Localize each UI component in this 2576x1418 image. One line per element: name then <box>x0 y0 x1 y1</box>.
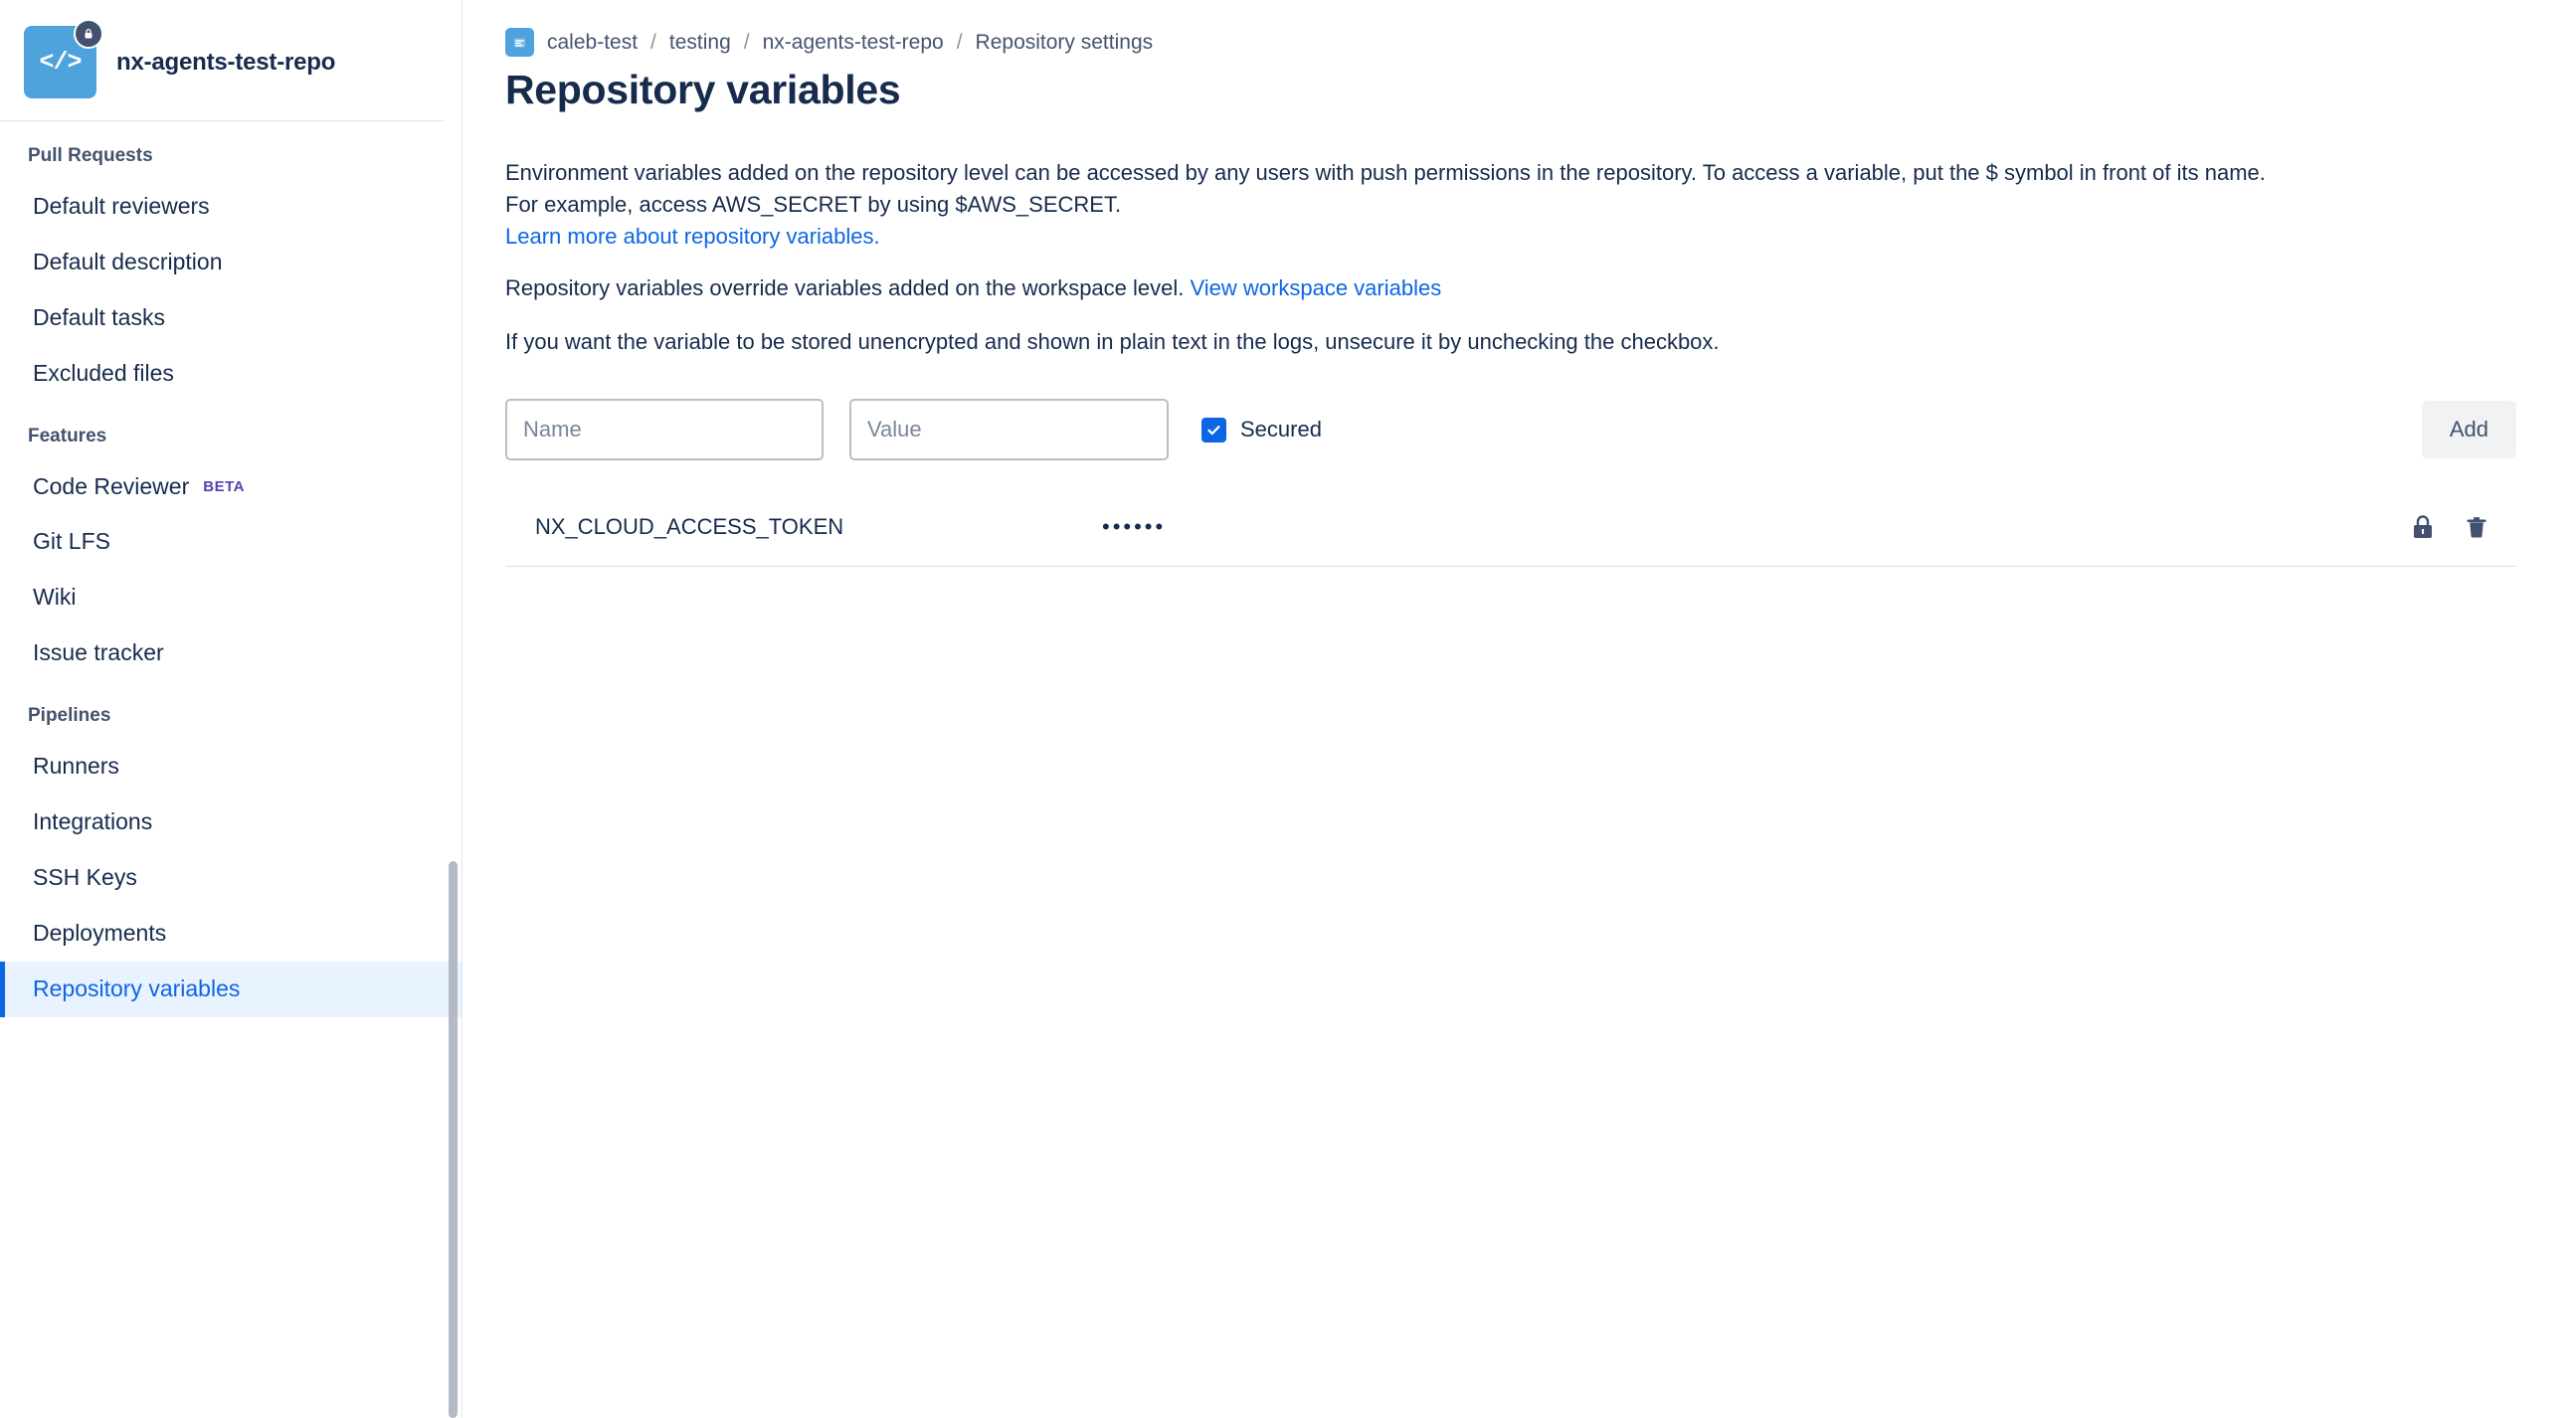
sidebar-item-runners[interactable] <box>0 739 461 795</box>
breadcrumb-item-workspace[interactable]: caleb-test <box>547 30 639 54</box>
sidebar-item-label: Default description <box>33 248 223 274</box>
main-content <box>462 0 2576 1418</box>
sidebar-section-features: Features <box>28 425 107 446</box>
variables-table <box>505 498 2516 567</box>
variable-value-cell: •••••• <box>1102 514 1167 540</box>
lock-icon <box>74 19 103 49</box>
secured-checkbox[interactable] <box>1201 418 1226 443</box>
page-title: Repository variables <box>505 67 901 112</box>
repo-name: nx-agents-test-repo <box>116 48 336 76</box>
sidebar-item-label: Runners <box>33 753 119 780</box>
sidebar-item-label: Default reviewers <box>33 193 210 219</box>
description-text: Environment variables added on the repository level can be accessed by any users with push permissions in the repository. To access a variable, put the $ symbol in front of its name. For example, access AWS_SECRET by using $AWS_SECRET. <box>505 160 2266 217</box>
breadcrumb-separator: / <box>650 30 656 54</box>
sidebar-section-pipelines: Pipelines <box>28 705 111 727</box>
override-text: Repository variables override variables added on the workspace level. <box>505 274 1185 300</box>
trash-icon[interactable] <box>2465 514 2488 540</box>
sidebar-item-label: Excluded files <box>33 359 174 386</box>
sidebar-scrollbar-track <box>449 149 458 861</box>
workspace-icon <box>505 28 534 57</box>
sidebar-item-integrations[interactable] <box>0 795 461 850</box>
description-paragraph-3: If you want the variable to be stored unencrypted and shown in plain text in the logs, unsecure it by unchecking the checkbox. <box>505 328 1720 354</box>
sidebar-item-default-reviewers[interactable] <box>0 179 461 235</box>
sidebar-scrollbar-thumb[interactable] <box>449 861 458 1418</box>
description-paragraph-2 <box>505 272 2286 304</box>
add-variable-button[interactable]: Add <box>2422 401 2516 458</box>
breadcrumb-separator: / <box>956 30 963 54</box>
sidebar-item-label: Wiki <box>33 584 77 611</box>
variable-value-input[interactable] <box>849 399 1169 460</box>
variable-name-input[interactable] <box>505 399 824 460</box>
sidebar-item-wiki[interactable] <box>0 570 461 625</box>
sidebar-item-default-description[interactable] <box>0 235 461 290</box>
sidebar-item-label: Default tasks <box>33 303 165 330</box>
sidebar-item-issue-tracker[interactable] <box>0 625 461 681</box>
sidebar <box>0 0 462 1418</box>
row-actions <box>2411 514 2516 540</box>
sidebar-item-code-reviewer[interactable] <box>0 459 461 515</box>
sidebar-item-git-lfs[interactable] <box>0 514 461 570</box>
view-workspace-variables-link[interactable]: View workspace variables <box>1190 274 1442 300</box>
sidebar-item-label: Deployments <box>33 919 167 946</box>
beta-badge: BETA <box>203 477 245 495</box>
secured-label: Secured <box>1240 417 1322 443</box>
sidebar-item-label: Integrations <box>33 808 153 835</box>
sidebar-item-label: Repository variables <box>33 975 241 1001</box>
secured-checkbox-group[interactable] <box>1201 417 1322 443</box>
breadcrumb-item-repository-settings[interactable]: Repository settings <box>975 30 1154 54</box>
sidebar-item-label: Issue tracker <box>33 639 164 666</box>
table-row <box>505 498 2516 566</box>
sidebar-item-label: SSH Keys <box>33 863 137 890</box>
breadcrumb <box>505 28 2516 57</box>
sidebar-item-deployments[interactable] <box>0 906 461 962</box>
sidebar-item-default-tasks[interactable] <box>0 290 461 346</box>
description-paragraph-1 <box>505 157 2286 253</box>
repo-header[interactable] <box>0 0 461 120</box>
breadcrumb-separator: / <box>743 30 750 54</box>
code-repo-icon <box>24 26 96 98</box>
sidebar-section-pull-requests: Pull Requests <box>28 145 153 166</box>
code-glyph: </> <box>39 48 82 77</box>
sidebar-item-excluded-files[interactable] <box>0 346 461 402</box>
sidebar-item-ssh-keys[interactable] <box>0 850 461 906</box>
sidebar-item-label: Git LFS <box>33 528 110 555</box>
breadcrumb-item-project[interactable]: testing <box>668 30 731 54</box>
variable-name-cell: NX_CLOUD_ACCESS_TOKEN <box>535 514 844 540</box>
sidebar-nav <box>0 121 461 1017</box>
breadcrumb-item-repository[interactable]: nx-agents-test-repo <box>762 30 944 54</box>
sidebar-item-repository-variables[interactable] <box>0 962 461 1017</box>
add-variable-form <box>505 399 2516 460</box>
lock-icon[interactable] <box>2411 514 2435 540</box>
learn-more-link[interactable]: Learn more about repository variables. <box>505 223 880 249</box>
sidebar-item-label: Code Reviewer <box>33 472 190 499</box>
